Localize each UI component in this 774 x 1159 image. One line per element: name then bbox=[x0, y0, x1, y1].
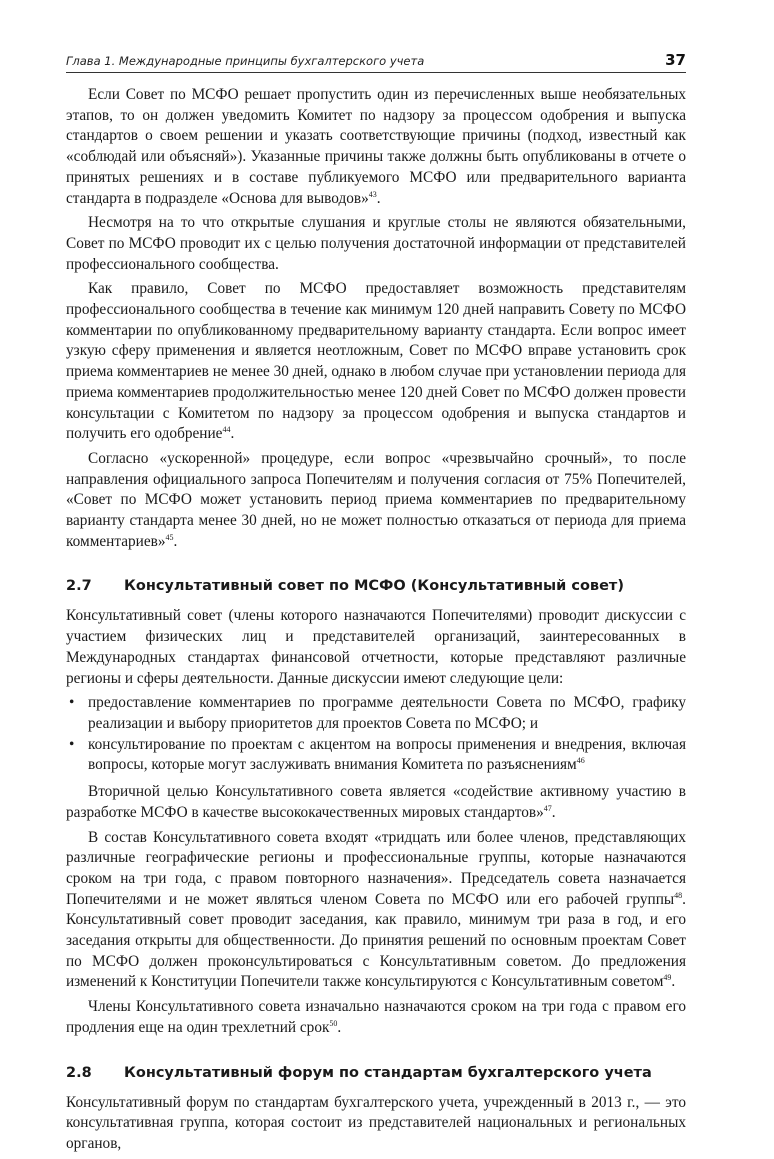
body-text bbox=[66, 85, 686, 1159]
section-title: Консультативный форум по стандартам бухгалтерского учета bbox=[124, 1064, 652, 1081]
section-heading-2-8 bbox=[66, 1063, 686, 1083]
section-number: 2.8 bbox=[66, 1064, 92, 1081]
footnote-ref[interactable]: 46 bbox=[576, 756, 585, 766]
paragraph: Члены Консультативного совета изначально назначаются сроком на три года с правом его продления еще на один трехлетний срок$^{50}$. bbox=[66, 998, 686, 1036]
paragraph: Если Совет по МСФО решает пропустить один из перечисленных выше необязательных этапов, то он должен уведомить Комитет по надзору за процессом одобрения и выпуска стандартов о своем решении и указать соответствующие причины (подход, известный как «соблюдай или объясняй»). Указанные причины также должны быть опубликованы в отчете о принятых решениях и в составе публикуемого МСФО или предварительного варианта стандарта в подразделе «Основа для выводов»$^{43}$. bbox=[66, 86, 686, 207]
paragraph: Несмотря на то что открытые слушания и круглые столы не являются обязательными, Совет по МСФО проводит их с целью получения достаточной информации от представителей профессионального сообщества. bbox=[66, 214, 686, 273]
paragraph: В состав Консультативного совета входят «тридцать или более членов, представляющих различные географические регионы и профессиональные группы, которые назначаются сроком на три года, с правом повторного назначения». Председатель совета назначается Попечителями и не может являться членом Совета по МСФО или его рабочей группы$^{48}$. Консультативный совет проводит заседания, как правило, минимум три раза в год, и его заседания открыты для общественности. До принятия решений по основным проектам Совет по МСФО должен проконсультироваться с Консультативным советом. До предложения изменений к Конституции Попечители также консультируются с Консультативным советом$^{49}$. bbox=[66, 828, 686, 991]
chapter-title: Глава 1. Международные принципы бухгалтерского учета bbox=[66, 54, 425, 68]
paragraph: Консультативный совет (члены которого назначаются Попечителями) проводит дискуссии с участием физических лиц и представителей организаций, заинтересованных в Международных стандартах финансовой отчетности, которые представляют различные регионы и сферы деятельности. Данные дискуссии имеют следующие цели: bbox=[66, 607, 686, 687]
list-item: • предоставление комментариев по программе деятельности Совета по МСФО, графику реализации и выбору приоритетов для проектов Совета по МСФО; и bbox=[69, 694, 686, 732]
list-item: • консультирование по проектам с акцентом на вопросы применения и внедрения, включая вопросы, которые могут заслуживать внимания Комитета по разъяснениям$^{46}$ bbox=[69, 735, 686, 774]
paragraph: Вторичной целью Консультативного совета является «содействие активному участию в разработке МСФО в качестве высококачественных мировых стандартов»$^{47}$. bbox=[66, 783, 686, 821]
running-header bbox=[66, 50, 686, 73]
paragraph: Согласно «ускоренной» процедуре, если вопрос «чрезвычайно срочный», то после направления официального запроса Попечителям и получения согласия от 75% Попечителей, «Совет по МСФО может установить период приема комментариев по предварительному варианту стандарта менее 30 дней, но не может полностью отказаться от периода для приема комментариев»$^{45}$. bbox=[66, 449, 686, 550]
bullet-list bbox=[66, 693, 686, 776]
footnote-ref[interactable]: 50 bbox=[329, 1018, 338, 1028]
footnote-ref[interactable]: 45 bbox=[165, 532, 174, 542]
section-title: Консультативный совет по МСФО (Консультативный совет) bbox=[124, 578, 624, 595]
paragraph: Консультативный форум по стандартам бухгалтерского учета, учрежденный в 2013 г., — это консультативная группа, которая состоит из представителей национальных и региональных органов, bbox=[66, 1093, 686, 1152]
footnote-ref[interactable]: 47 bbox=[543, 803, 552, 813]
section-number: 2.7 bbox=[66, 578, 92, 595]
bullet-icon: • bbox=[69, 694, 75, 712]
paragraph: Как правило, Совет по МСФО предоставляет возможность представителям профессионального сообщества в течение как минимум 120 дней направить Совету по МСФО комментарии по опубликованному предварительному варианту стандарта. Если вопрос имеет узкую сферу применения и является неотложным, Совет по МСФО вправе установить срок приема комментариев не менее 30 дней, однако в любом случае при установлении периода для приема комментариев продолжительностью менее 120 дней Совет по МСФО должен провести консультации с Комитетом по надзору за процессом одобрения и выпуска стандартов и получить его одобрение$^{44}$. bbox=[66, 280, 686, 443]
footnote-ref[interactable]: 49 bbox=[663, 973, 672, 983]
footnote-ref[interactable]: 43 bbox=[368, 189, 377, 199]
footnote-ref[interactable]: 44 bbox=[222, 425, 231, 435]
page-number: 37 bbox=[665, 51, 686, 69]
footnote-ref[interactable]: 48 bbox=[674, 890, 683, 900]
bullet-icon: • bbox=[69, 735, 75, 753]
section-heading-2-7 bbox=[66, 576, 686, 596]
